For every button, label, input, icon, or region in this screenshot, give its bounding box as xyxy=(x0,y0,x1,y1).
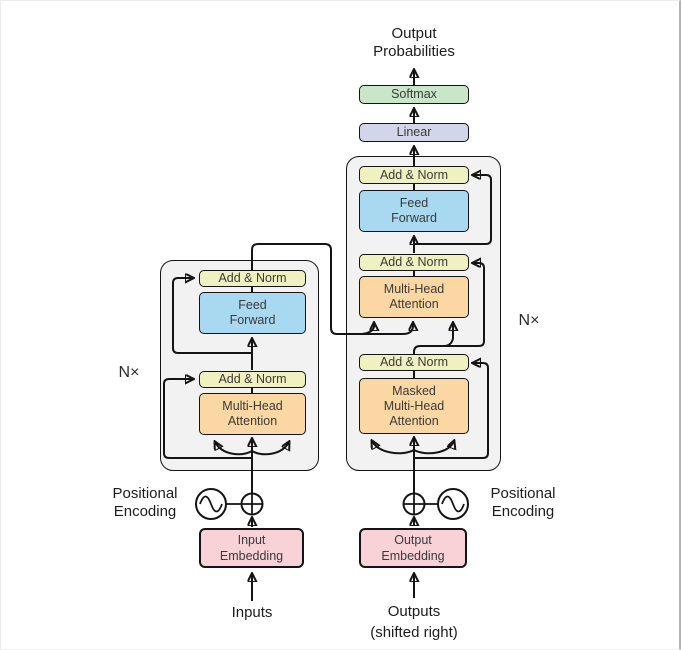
output-probabilities-label: Output Probabilities xyxy=(373,25,455,60)
positional-encoding-label-left: Positional Encoding xyxy=(112,485,178,520)
encoder-add-norm-ff: Add & Norm xyxy=(199,270,306,287)
decoder-multi-head-attention-box: Multi-Head Attention xyxy=(359,276,469,318)
decoder-add-norm-ff: Add & Norm xyxy=(359,166,469,184)
encoder-feed-forward-box: Feed Forward xyxy=(199,292,306,334)
positional-encoding-right xyxy=(404,489,469,519)
softmax-box: Softmax xyxy=(359,85,469,104)
outputs-label: Outputs (shifted right) xyxy=(370,603,458,641)
output-embedding-box: Output Embedding xyxy=(359,528,467,568)
encoder-multi-head-attention-box: Multi-Head Attention xyxy=(199,393,306,435)
decoder-repeat-count: N× xyxy=(518,312,540,329)
positional-encoding-left xyxy=(196,489,263,519)
inputs-label: Inputs xyxy=(231,604,273,621)
connector-arrows xyxy=(1,1,681,650)
decoder-feed-forward-box: Feed Forward xyxy=(359,190,469,232)
encoder-input-arrows xyxy=(215,439,289,601)
encoder-repeat-count: N× xyxy=(118,364,140,381)
decoder-add-norm-masked-attention: Add & Norm xyxy=(359,354,469,371)
linear-box: Linear xyxy=(359,123,469,142)
encoder-add-norm-attention: Add & Norm xyxy=(199,371,306,388)
decoder-masked-multi-head-attention-box: Masked Multi-Head Attention xyxy=(359,378,469,434)
decoder-add-norm-cross-attention: Add & Norm xyxy=(359,254,469,271)
positional-encoding-label-right: Positional Encoding xyxy=(490,485,556,520)
decoder-input-arrows xyxy=(372,438,454,598)
input-embedding-box: Input Embedding xyxy=(199,528,304,568)
